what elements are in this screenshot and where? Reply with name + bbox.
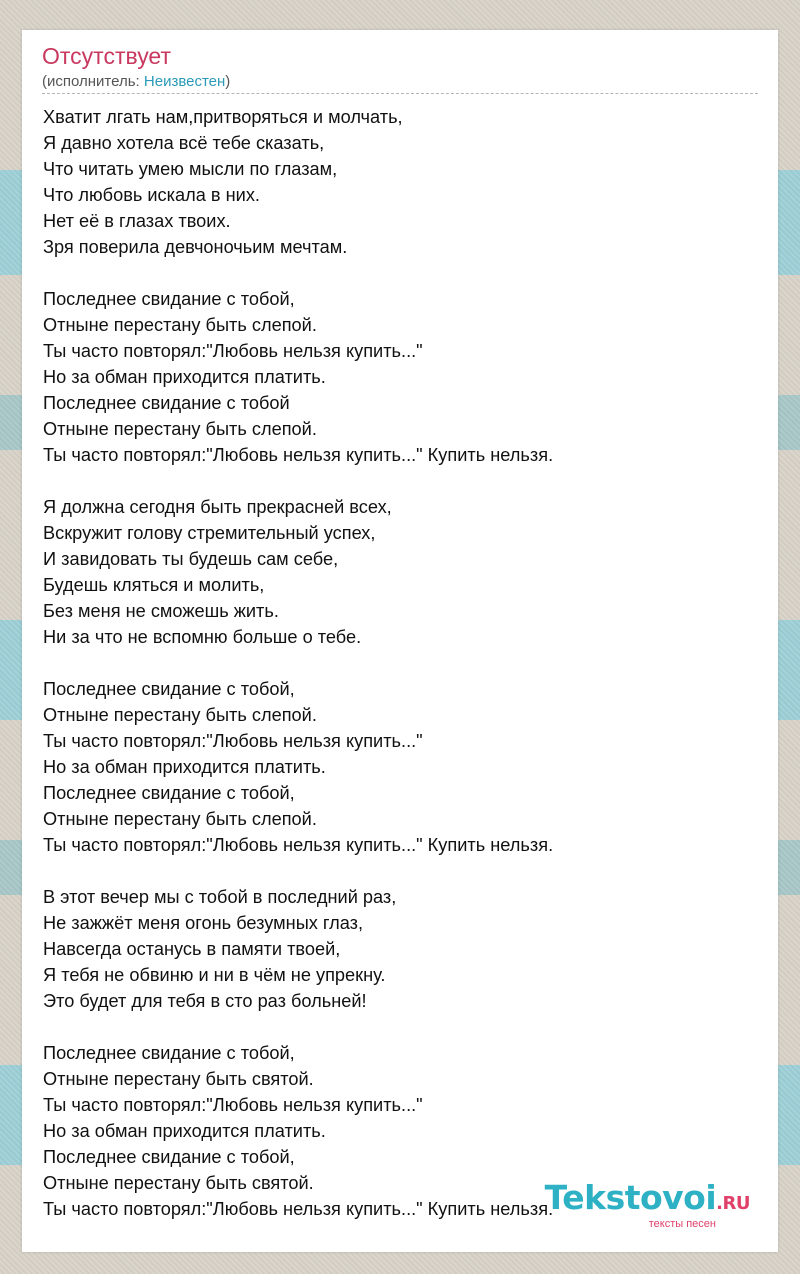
song-title: Отсутствует [42,43,171,69]
lyric-line: Но за обман приходится платить. [43,1121,326,1141]
logo-tagline: тексты песен [648,1218,716,1230]
lyric-line: Отныне перестану быть слепой. [43,315,317,335]
lyrics-text [43,104,763,1222]
lyric-line: Вскружит голову стремительный успех, [43,523,376,543]
lyric-line: Отныне перестану быть слепой. [43,705,317,725]
lyric-line: Что читать умею мысли по глазам, [43,159,338,179]
artist-line [42,73,230,90]
site-logo[interactable] [544,1178,750,1230]
lyric-line: Последнее свидание с тобой, [43,289,295,309]
stanza-gap [43,858,763,884]
lyric-line: Отныне перестану быть слепой. [43,809,317,829]
lyric-line: В этот вечер мы с тобой в последний раз, [43,887,397,907]
artist-prefix: (исполнитель: [42,73,140,90]
lyric-line: Я тебя не обвиню и ни в чём не упрекну. [43,965,386,985]
lyric-line: Последнее свидание с тобой [43,393,290,413]
lyric-line: Последнее свидание с тобой, [43,679,295,699]
lyric-line: Ты часто повторял:"Любовь нельзя купить..." Купить нельзя. [43,835,554,855]
lyric-line: Без меня не сможешь жить. [43,601,279,621]
lyric-line: Хватит лгать нам,притворяться и молчать, [43,107,403,127]
lyrics-card [22,30,778,1252]
lyric-line: Нет её в глазах твоих. [43,211,231,231]
lyric-line: Ты часто повторял:"Любовь нельзя купить..." [43,731,423,751]
divider [42,93,758,94]
lyric-line: Ты часто повторял:"Любовь нельзя купить..." [43,1095,423,1115]
lyric-line: Ни за что не вспомню больше о тебе. [43,627,362,647]
lyric-line: И завидовать ты будешь сам себе, [43,549,339,569]
logo-name: Tekstovoi [544,1178,717,1217]
lyric-line: Последнее свидание с тобой, [43,1147,295,1167]
lyric-line: Отныне перестану быть святой. [43,1173,314,1193]
logo-tld: .RU [716,1193,750,1214]
lyric-line: Это будет для тебя в сто раз больней! [43,991,367,1011]
lyric-line: Ты часто повторял:"Любовь нельзя купить..." Купить нельзя. [43,445,554,465]
lyric-line: Не зажжёт меня огонь безумных глаз, [43,913,364,933]
lyric-line: Зря поверила девчоночьим мечтам. [43,237,348,257]
stanza-gap [43,650,763,676]
lyric-line: Отныне перестану быть слепой. [43,419,317,439]
lyric-line: Отныне перестану быть святой. [43,1069,314,1089]
lyric-line: Я должна сегодня быть прекрасней всех, [43,497,392,517]
lyric-line: Ты часто повторял:"Любовь нельзя купить..." [43,341,423,361]
stanza-gap [43,1014,763,1040]
lyric-line: Последнее свидание с тобой, [43,783,295,803]
lyric-line: Но за обман приходится платить. [43,757,326,777]
lyric-line: Но за обман приходится платить. [43,367,326,387]
lyric-line: Будешь кляться и молить, [43,575,265,595]
lyric-line: Последнее свидание с тобой, [43,1043,295,1063]
stanza-gap [43,260,763,286]
artist-link[interactable]: Неизвестен [143,73,226,90]
artist-suffix: ) [225,73,231,90]
stanza-gap [43,468,763,494]
lyric-line: Ты часто повторял:"Любовь нельзя купить..." Купить нельзя. [43,1199,554,1219]
lyric-line: Что любовь искала в них. [43,185,260,205]
lyric-line: Навсегда останусь в памяти твоей, [43,939,341,959]
lyric-line: Я давно хотела всё тебе сказать, [43,133,325,153]
